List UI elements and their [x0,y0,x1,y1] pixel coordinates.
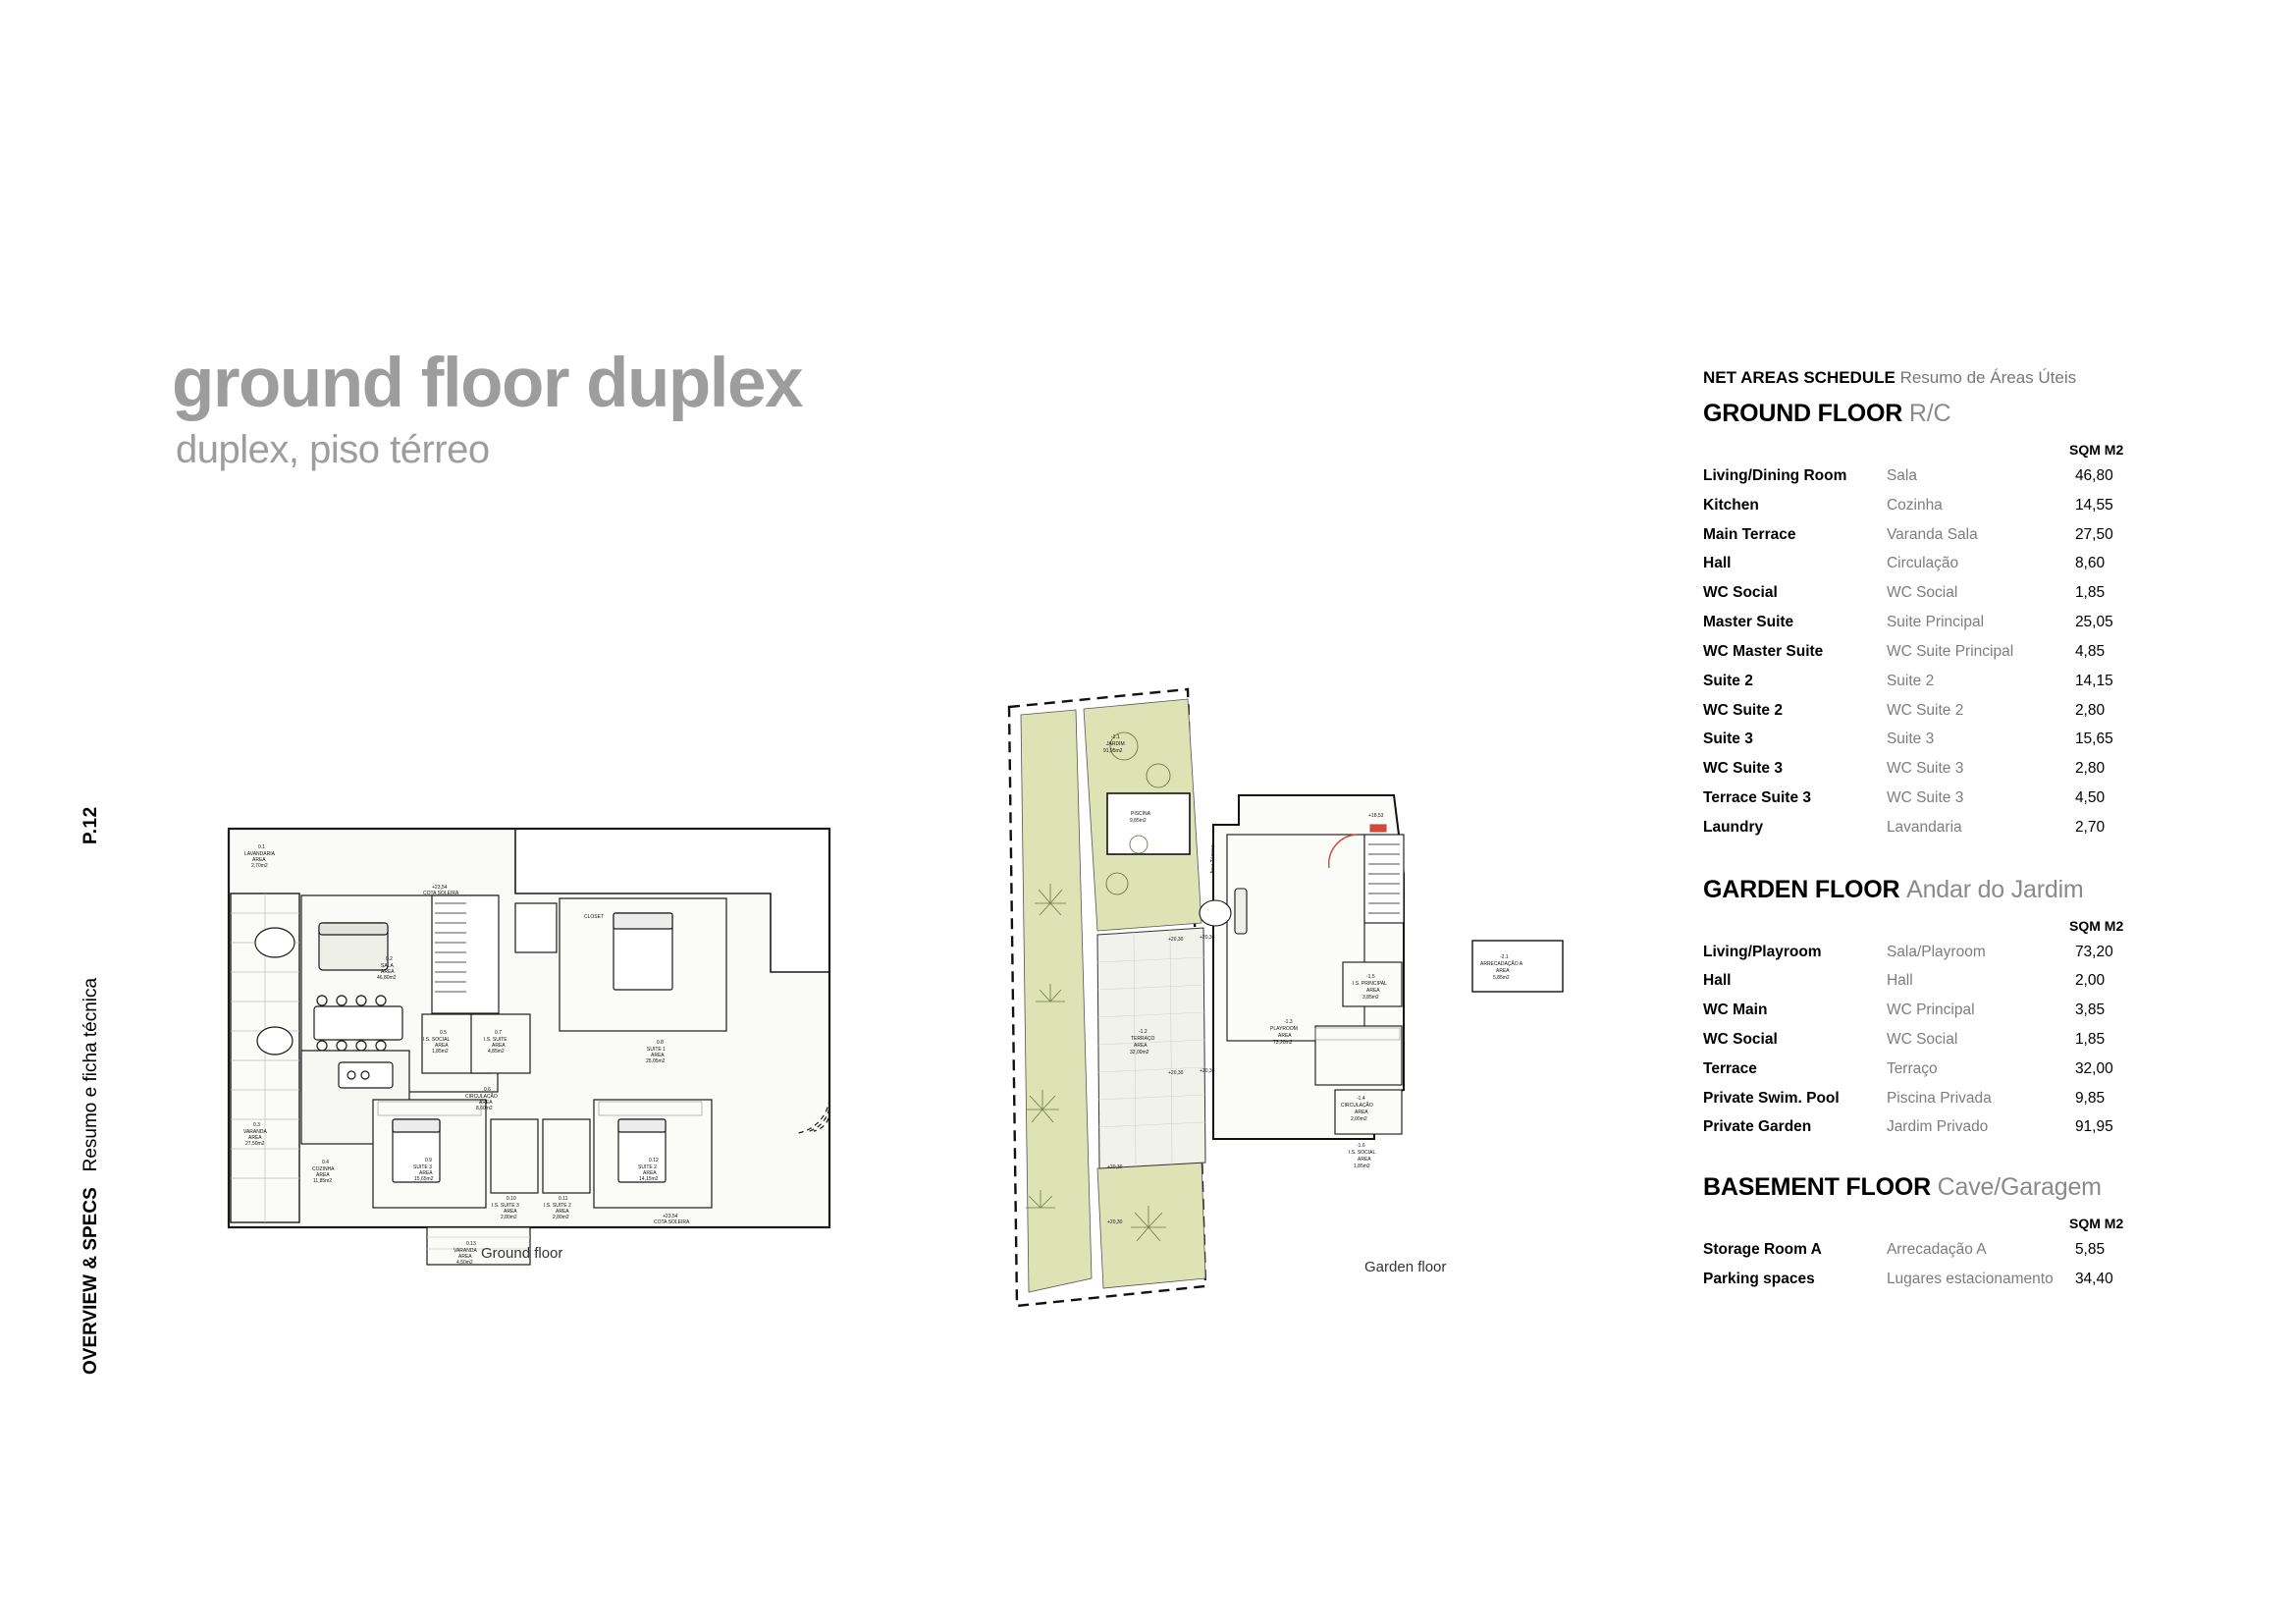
row-name-en: WC Social [1703,1031,1778,1048]
row-value: 4,85 [2074,642,2106,660]
section-title-pt: Cave/Garagem [1937,1173,2102,1202]
svg-text:-2.1: -2.1 [1500,954,1509,960]
svg-text:AREA: AREA [479,1100,493,1106]
svg-text:AREA: AREA [1496,968,1510,974]
row-name-pt: WC Suite 3 [1886,760,1964,778]
svg-text:AREA: AREA [435,1043,449,1049]
svg-text:-1.6: -1.6 [1357,1143,1365,1149]
section-title-ground-floor [1703,400,2174,428]
rail-title-pt: Resumo e ficha técnica [80,977,101,1172]
svg-text:1,85m2: 1,85m2 [432,1049,449,1055]
svg-text:+20,30: +20,30 [1168,937,1184,943]
row-value: 14,55 [2074,496,2113,514]
row-value: 34,40 [2074,1271,2113,1288]
sqm-header-garden: SQM M2 [2069,917,2124,934]
schedule-header [1703,368,2174,388]
row-name-pt: Arrecadação A [1886,1241,1987,1259]
svg-text:I.S. SUITE 3: I.S. SUITE 3 [492,1203,519,1209]
svg-text:4,85m2: 4,85m2 [488,1049,505,1055]
svg-text:CIRCULAÇÃO: CIRCULAÇÃO [465,1094,498,1100]
svg-text:46,80m2: 46,80m2 [377,975,397,981]
row-name-en: Living/Playroom [1703,943,1822,960]
row-name-pt: WC Principal [1886,1001,1975,1019]
svg-text:SALA: SALA [381,963,394,969]
row-name-pt: Lugares estacionamento [1886,1271,2054,1288]
section-title-en: GARDEN FLOOR [1703,875,1900,903]
row-name-pt: WC Suite 2 [1886,701,1964,719]
svg-text:3,85m2: 3,85m2 [1362,995,1379,1001]
table-row [1703,813,2174,842]
row-name-en: Parking spaces [1703,1271,1815,1288]
svg-text:AREA: AREA [1366,988,1380,994]
svg-text:0.6: 0.6 [484,1087,491,1093]
garden-floor-caption: Garden floor [1364,1259,1447,1275]
svg-text:2,80m2: 2,80m2 [553,1215,569,1220]
svg-text:VARANDA: VARANDA [243,1129,267,1135]
page-number: P.12 [80,806,101,844]
svg-text:VARANDA: VARANDA [454,1248,477,1254]
row-name-pt: Jardim Privado [1886,1118,1989,1136]
row-value: 73,20 [2074,943,2113,960]
svg-text:AREA: AREA [248,1135,262,1141]
table-row [1703,1084,2174,1113]
svg-text:AREA: AREA [492,1043,506,1049]
row-name-pt: Sala [1886,467,1917,484]
garden-floor-plan [982,677,1669,1345]
section-title-pt: R/C [1908,400,1951,427]
table-row [1703,1112,2174,1142]
schedule-section-garden-floor [1703,876,2174,1143]
svg-text:0.9: 0.9 [425,1158,432,1164]
row-value: 32,00 [2074,1059,2113,1077]
svg-text:I.S. SUITE 2: I.S. SUITE 2 [544,1203,571,1209]
svg-text:AREA: AREA [419,1170,433,1176]
ground-floor-caption: Ground floor [481,1245,563,1262]
svg-text:AREA: AREA [651,1053,665,1058]
svg-text:TERRAÇO: TERRAÇO [1131,1036,1155,1042]
row-name-en: Main Terrace [1703,525,1796,543]
section-title-en: GROUND FLOOR [1703,400,1903,427]
row-value: 25,05 [2074,614,2113,631]
svg-text:I.S. PRINCIPAL: I.S. PRINCIPAL [1353,981,1387,987]
svg-text:I.S. SOCIAL: I.S. SOCIAL [423,1037,451,1043]
row-name-en: Storage Room A [1703,1241,1822,1259]
row-name-en: WC Suite 3 [1703,760,1783,778]
row-name-pt: Suite 3 [1886,731,1935,748]
svg-text:AREA: AREA [381,969,395,975]
svg-text:5,85m2: 5,85m2 [1493,975,1510,981]
row-name-en: WC Master Suite [1703,642,1824,660]
row-value: 46,80 [2074,467,2113,484]
row-value: 14,15 [2074,672,2113,689]
svg-text:AREA: AREA [316,1172,330,1178]
row-name-pt: WC Suite 3 [1886,788,1964,806]
svg-text:4,50m2: 4,50m2 [456,1260,473,1266]
schedule-header-pt: Resumo de Áreas Úteis [1899,368,2077,387]
svg-text:AREA: AREA [252,857,266,863]
row-name-pt: Terraço [1886,1059,1938,1077]
row-name-pt: WC Suite Principal [1886,642,2014,660]
svg-text:+20,30: +20,30 [1107,1219,1123,1225]
row-name-en: Suite 2 [1703,672,1753,689]
svg-text:+18,53: +18,53 [1368,813,1384,819]
sqm-header-basement: SQM M2 [2069,1216,2124,1232]
table-row [1703,966,2174,996]
svg-text:LAVANDARIA: LAVANDARIA [244,851,275,857]
row-value: 27,50 [2074,525,2113,543]
ground-floor-plan-drawing [221,805,859,1267]
section-title-pt: Andar do Jardim [1906,875,2084,903]
row-name-en: Living/Dining Room [1703,467,1847,484]
svg-text:Área Técnica: Área Técnica [1210,844,1216,874]
svg-text:AREA: AREA [643,1170,657,1176]
row-name-en: Suite 3 [1703,731,1753,748]
row-value: 2,70 [2074,818,2106,836]
row-value: 15,65 [2074,731,2113,748]
areas-table-basement [1703,1235,2174,1294]
table-row [1703,1055,2174,1084]
table-row [1703,996,2174,1025]
row-name-pt: Circulação [1886,555,1959,572]
page-subtitle: duplex, piso térreo [176,428,490,471]
table-row [1703,667,2174,696]
svg-text:-1.3: -1.3 [1284,1019,1293,1025]
table-row [1703,696,2174,726]
svg-text:0.8: 0.8 [657,1040,664,1046]
table-row [1703,520,2174,550]
left-rail [59,0,118,1624]
svg-text:8,60m2: 8,60m2 [476,1106,493,1111]
areas-table-garden [1703,938,2174,1143]
table-row [1703,608,2174,637]
svg-text:0.7: 0.7 [495,1030,502,1036]
row-name-en: WC Social [1703,584,1778,602]
row-value: 2,00 [2074,972,2106,990]
row-name-pt: Suite 2 [1886,672,1935,689]
svg-text:-1.1: -1.1 [1111,734,1120,740]
svg-text:9,85m2: 9,85m2 [1130,818,1147,824]
rail-title-en: OVERVIEW & SPECS [80,1187,101,1375]
svg-text:COTA SOLEIRA: COTA SOLEIRA [654,1219,690,1225]
row-name-en: Hall [1703,555,1732,572]
svg-text:COZINHA: COZINHA [312,1166,335,1172]
svg-text:+23,54: +23,54 [432,885,448,891]
row-name-en: Kitchen [1703,496,1759,514]
table-row [1703,754,2174,784]
schedule-section-basement-floor [1703,1173,2174,1294]
svg-text:0.10: 0.10 [507,1196,516,1202]
row-value: 1,85 [2074,1031,2106,1048]
svg-text:SUITE 2: SUITE 2 [638,1164,657,1170]
section-rail-title [80,978,102,1375]
svg-text:AREA: AREA [1358,1157,1371,1163]
row-name-pt: Varanda Sala [1886,525,1978,543]
table-row [1703,1235,2174,1265]
svg-text:+23,54: +23,54 [663,1214,678,1219]
page-title: ground floor duplex [172,345,802,422]
row-name-en: Private Garden [1703,1118,1812,1136]
row-name-en: WC Suite 2 [1703,701,1783,719]
svg-text:PISCINA: PISCINA [1131,811,1151,817]
svg-text:I.S. SUITE: I.S. SUITE [484,1037,507,1043]
svg-text:AREA: AREA [1278,1033,1292,1039]
page-title-block [172,345,802,472]
garden-floor-plan-drawing [982,677,1669,1316]
row-name-pt: WC Social [1886,1031,1958,1048]
table-row [1703,938,2174,967]
row-name-pt: Suite Principal [1886,614,1985,631]
svg-text:0.11: 0.11 [559,1196,568,1202]
table-row [1703,637,2174,667]
row-name-pt: Piscina Privada [1886,1089,1992,1107]
svg-text:0.13: 0.13 [466,1241,476,1247]
svg-text:COTA SOLEIRA: COTA SOLEIRA [423,891,459,896]
svg-text:0.4: 0.4 [322,1160,329,1165]
row-name-en: Hall [1703,972,1732,990]
table-row [1703,1265,2174,1294]
row-name-en: Laundry [1703,818,1764,836]
section-title-basement-floor [1703,1173,2174,1202]
row-value: 5,85 [2074,1241,2106,1259]
svg-text:SUITE 3: SUITE 3 [413,1164,432,1170]
svg-text:-1.2: -1.2 [1139,1029,1148,1035]
svg-text:0.1: 0.1 [258,844,265,850]
row-name-en: WC Main [1703,1001,1768,1019]
row-value: 2,80 [2074,760,2106,778]
table-row [1703,784,2174,813]
row-value: 9,85 [2074,1089,2106,1107]
ground-floor-plan [221,805,859,1296]
areas-table-ground [1703,461,2174,842]
svg-text:+20,30: +20,30 [1200,935,1215,941]
row-name-pt: Lavandaria [1886,818,1962,836]
svg-text:ARRECADAÇÃO A: ARRECADAÇÃO A [1480,961,1523,967]
sqm-header-ground: SQM M2 [2069,442,2124,458]
table-row [1703,578,2174,608]
svg-text:AREA: AREA [556,1209,569,1215]
svg-text:2,00m2: 2,00m2 [1351,1116,1367,1122]
row-value: 1,85 [2074,584,2106,602]
svg-text:+20,30: +20,30 [1168,1070,1184,1076]
svg-text:0.5: 0.5 [440,1030,447,1036]
section-title-garden-floor [1703,876,2174,904]
row-name-en: Terrace [1703,1059,1757,1077]
svg-text:0.12: 0.12 [649,1158,659,1164]
svg-text:JARDIM: JARDIM [1106,741,1125,747]
svg-text:11,85m2: 11,85m2 [313,1178,333,1184]
table-row [1703,461,2174,491]
row-name-pt: Cozinha [1886,496,1943,514]
row-name-pt: Sala/Playroom [1886,943,1986,960]
row-name-en: Private Swim. Pool [1703,1089,1840,1107]
svg-text:0.3: 0.3 [253,1122,260,1128]
svg-text:0.2: 0.2 [386,956,393,962]
svg-text:25,05m2: 25,05m2 [646,1058,666,1064]
svg-text:AREA: AREA [504,1209,517,1215]
schedule-section-ground-floor [1703,400,2174,842]
table-row [1703,725,2174,754]
svg-text:-1.4: -1.4 [1357,1096,1365,1102]
svg-text:PLAYROOM: PLAYROOM [1270,1026,1298,1032]
row-value: 3,85 [2074,1001,2106,1019]
row-value: 4,50 [2074,788,2106,806]
svg-text:2,80m2: 2,80m2 [501,1215,517,1220]
svg-text:15,65m2: 15,65m2 [414,1176,434,1182]
svg-text:+20,30: +20,30 [1107,1164,1123,1170]
row-name-en: Master Suite [1703,614,1794,631]
table-row [1703,491,2174,520]
row-name-pt: Hall [1886,972,1913,990]
row-name-pt: WC Social [1886,584,1958,602]
row-value: 2,80 [2074,701,2106,719]
row-name-en: Terrace Suite 3 [1703,788,1811,806]
svg-text:CLOSET: CLOSET [584,914,605,920]
svg-text:CIRCULAÇÃO: CIRCULAÇÃO [1341,1103,1373,1109]
net-areas-schedule [1703,368,2174,1322]
svg-text:27,50m2: 27,50m2 [245,1141,265,1147]
svg-text:AREA: AREA [458,1254,472,1260]
svg-text:2,70m2: 2,70m2 [251,863,268,869]
section-title-en: BASEMENT FLOOR [1703,1173,1931,1202]
svg-text:-1.5: -1.5 [1366,974,1375,980]
svg-text:73,20m2: 73,20m2 [1273,1040,1293,1046]
svg-text:91,95m2: 91,95m2 [1103,748,1123,754]
svg-text:+20,30: +20,30 [1200,1068,1215,1074]
svg-text:SUITE 1: SUITE 1 [647,1047,666,1053]
row-value: 8,60 [2074,555,2106,572]
svg-text:AREA: AREA [1355,1110,1368,1115]
table-row [1703,549,2174,578]
svg-text:14,15m2: 14,15m2 [639,1176,659,1182]
svg-text:32,00m2: 32,00m2 [1130,1050,1149,1056]
row-value: 91,95 [2074,1118,2113,1136]
table-row [1703,1025,2174,1055]
schedule-header-en: NET AREAS SCHEDULE [1703,368,1896,387]
svg-text:I.S. SOCIAL: I.S. SOCIAL [1349,1150,1376,1156]
svg-text:1,85m2: 1,85m2 [1354,1164,1370,1169]
svg-text:AREA: AREA [1134,1043,1148,1049]
